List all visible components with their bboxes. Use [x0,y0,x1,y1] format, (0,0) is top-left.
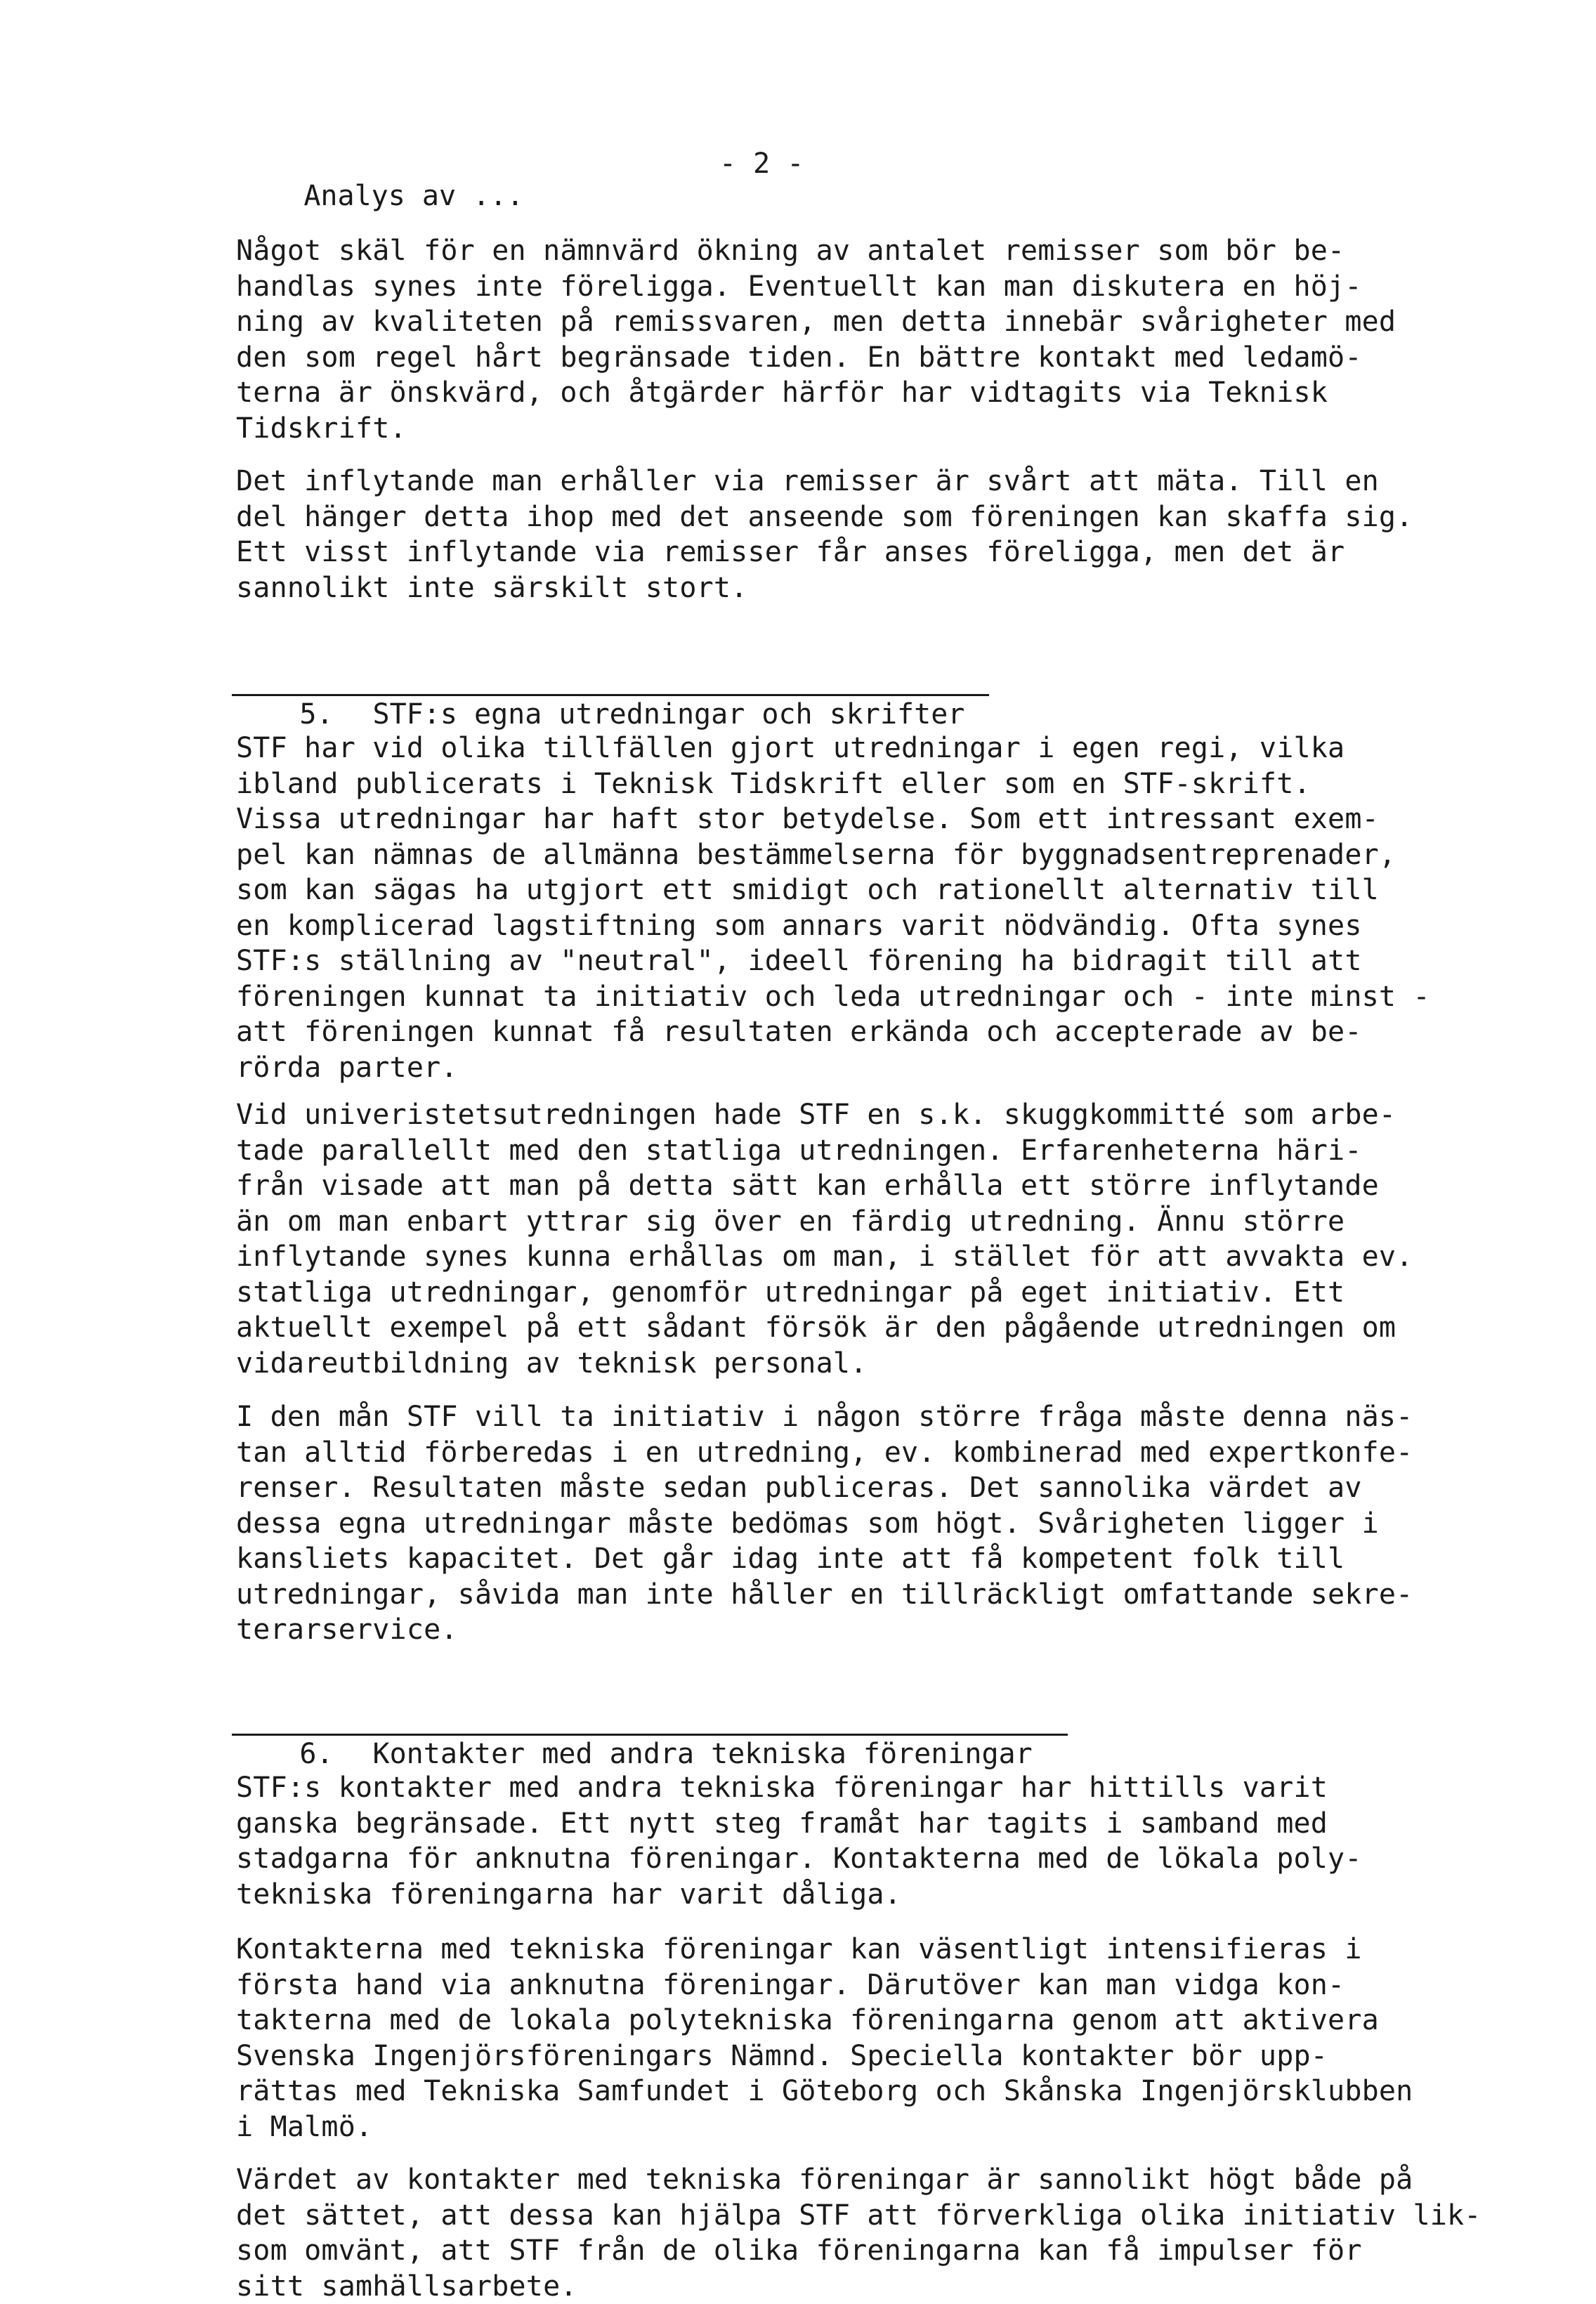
paragraph-5: I den mån STF vill ta initiativ i någon större fråga måste denna näs- tan alltid förberedas i en utredning, ev. kombinerad med expertkonfe- renser. Resultaten måste sedan publiceras. Det sannolika värdet av dessa egna utredningar måste bedömas som högt. Svårigheten ligger i kansliets kapacitet. Det går idag inte att få kompetent folk till utredningar, såvida man inte håller en tillräckligt omfattande sekre- terarservice. [236,1401,1413,1646]
paragraph-1: Något skäl för en nämnvärd ökning av antalet remisser som bör be- handlas synes inte föreligga. Eventuellt kan man diskutera en höj- ning av kvaliteten på remissvaren, men detta innebär svårigheter med den som regel hårt begränsade tiden. En bättre kontakt med ledamö- terna är önskvärd, och åtgärder härför har vidtagits via Teknisk Tidskrift. [236,235,1396,445]
header-title: Analys av ... [303,180,524,212]
section-6-title: Kontakter med andra tekniska föreningar [372,1738,1033,1770]
paragraph-8: Värdet av kontakter med tekniska föreningar är sannolikt högt både på det sättet, att dessa kan hjälpa STF att förverkliga olika initiativ lik- som omvänt, att STF från de olika föreningarna kan få impulser för sitt samhällsarbete. [236,2164,1481,2303]
section-6-number: 6. [299,1738,334,1770]
paragraph-6: STF:s kontakter med andra tekniska föreningar har hittills varit ganska begränsade. Ett nytt steg framåt har tagits i samband med stadgarna för anknutna föreningar. Kontakterna med de lökala poly- tekniska föreningarna har varit dåliga. [236,1772,1362,1911]
paragraph-3: STF har vid olika tillfällen gjort utredningar i egen regi, vilka ibland publicerats i Teknisk Tidskrift eller som en STF-skrift. Vissa utredningar har haft stor betydelse. Som ett intressant exem- pel kan nämnas de allmänna bestämmelserna för byggnadsentreprenader, som kan sägas ha utgjort ett smidigt och rationellt alternativ till en komplicerad lagstiftning som annars varit nödvändig. Ofta synes STF:s ställning av "neutral", ideell förening ha bidragit till att föreningen kunnat ta initiativ och leda utredningar och - inte minst - att föreningen kunnat få resultaten erkända och accepterade av be- rörda parter. [236,732,1430,1084]
paragraph-2: Det inflytande man erhåller via remisser är svårt att mäta. Till en del hänger detta ihop med det anseende som föreningen kan skaffa sig. Ett visst inflytande via remisser får anses föreligga, men det är sannolikt inte särskilt stort. [236,465,1413,604]
section-5-number: 5. [299,698,334,731]
section-5-title: STF:s egna utredningar och skrifter [372,698,965,731]
page-number: - 2 - [719,148,804,180]
paragraph-4: Vid univeristetsutredningen hade STF en s.k. skuggkommitté som arbe- tade parallellt med den statliga utredningen. Erfarenheterna häri- från visade att man på detta sätt kan erhålla ett större inflytande än om man enbart yttrar sig över en färdig utredning. Ännu större inflytande synes kunna erhållas om man, i stället för att avvakta ev. statliga utredningar, genomför utredningar på eget initiativ. Ett aktuellt exempel på ett sådant försök är den pågående utredningen om vidareutbildning av teknisk personal. [236,1099,1413,1380]
paragraph-7: Kontakterna med tekniska föreningar kan väsentligt intensifieras i första hand via anknutna föreningar. Därutöver kan man vidga kon- takterna med de lokala polytekniska föreningarna genom att aktivera Svenska Ingenjörsföreningars Nämnd. Speciella kontakter bör upp- rättas med Tekniska Samfundet i Göteborg och Skånska Ingenjörsklubben i Malmö. [236,1933,1413,2143]
section-5-underline [232,694,989,696]
section-6-underline [232,1734,1068,1736]
